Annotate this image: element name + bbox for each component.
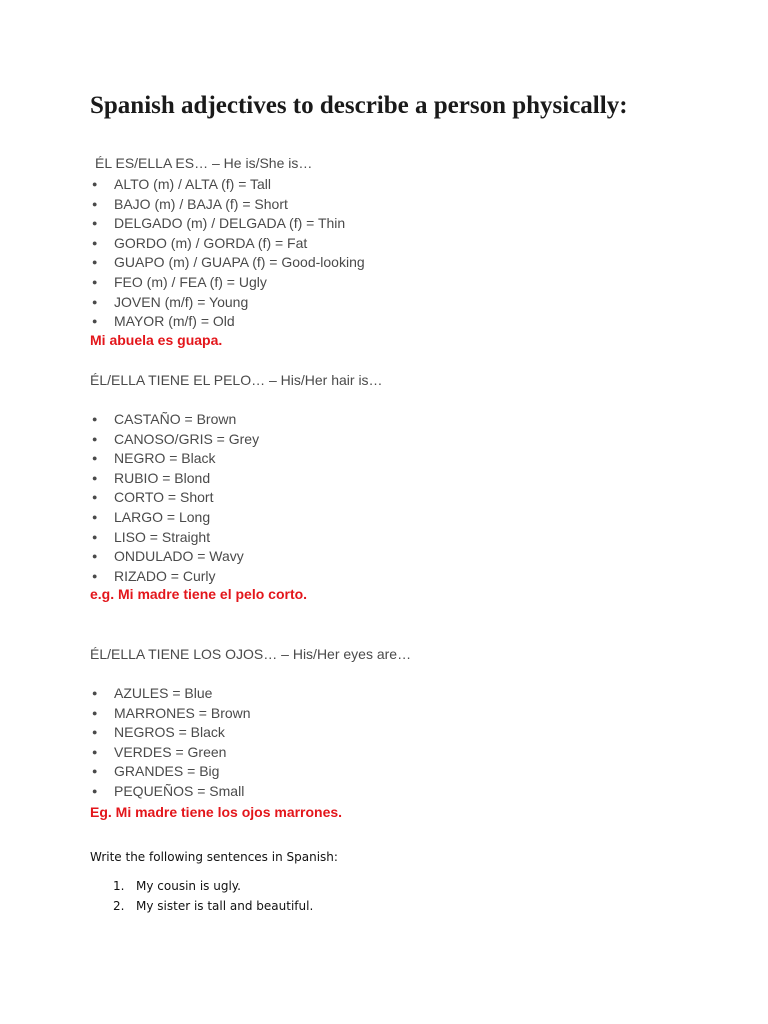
bullet-icon: ●	[92, 785, 98, 796]
bullet-icon: ●	[92, 237, 98, 248]
bullet-icon: ●	[92, 179, 98, 189]
bullet-icon: ●	[92, 472, 98, 483]
bullet-icon: ●	[92, 766, 98, 777]
bullet-icon: ●	[92, 218, 98, 229]
exercise-sentence: My sister is tall and beautiful.	[136, 899, 314, 913]
example-sentence: Mi abuela es guapa.	[90, 332, 223, 348]
bullet-icon: ●	[92, 257, 98, 268]
section-heading: ÉL ES/ELLA ES… – He is/She is…	[95, 155, 313, 171]
bullet-icon: ●	[92, 453, 98, 464]
bullet-icon: ●	[92, 688, 98, 698]
bullet-icon: ●	[92, 414, 98, 424]
example-sentence: Eg. Mi madre tiene los ojos marrones.	[90, 804, 343, 820]
bullet-icon: ●	[92, 570, 98, 581]
bullet-icon: ●	[92, 276, 98, 287]
item-number: 2.	[113, 899, 125, 913]
bullet-icon: ●	[92, 433, 98, 444]
section-heading: ÉL/ELLA TIENE LOS OJOS… – His/Her eyes are…	[90, 646, 412, 662]
bullet-icon: ●	[92, 296, 98, 307]
document-page: Spanish adjectives to describe a person physically: ÉL ES/ELLA ES… – He is/She is… ● ALTO (m) / ALTA (f) = Tall ● BAJO (m) / BAJA (f) = Short ● DELGADO (m) / DELGADA (f) = Thin ● GORDO (m) / GORDA (f) = Fat ● GUAPO (m) / GUAPA (f) = Good-looking ● FEO (m) / FEA (f) = Ugly ● JOVEN (m/f) = Young ● MAYOR (m/f) = Old Mi abuela es guapa. ÉL/ELLA TIENE EL PELO… – His/Her hair is… ● CASTAÑO = Brown ● CANOSO/GRIS = Grey ● NEGRO = Black ● RUBIO = Blond ● CORTO = Short ● LARGO = Long ● LISO = Straight ● ONDULADO = Wavy ● RIZADO = Curly e.g. Mi madre tiene el pelo corto. ÉL/ELLA TIENE LOS OJOS… – His/Her eyes are… ● AZULES = Blue ● MARRONES = Brown ● NEGROS = Black ● VERDES = Green ● GRANDES = Big ● PEQUEÑOS = Small Eg. Mi madre tiene los ojos marrones. Write the following sentences in Spanish: 1. My cousin is ugly. 2. My sister is tall and beautiful.	[0, 0, 768, 1024]
bullet-icon: ●	[92, 511, 98, 522]
bullet-icon: ●	[92, 707, 98, 718]
bullet-icon: ●	[92, 198, 98, 209]
item-number: 1.	[113, 879, 125, 893]
bullet-icon: ●	[92, 492, 98, 503]
bullet-icon: ●	[92, 531, 98, 542]
page-title: Spanish adjectives to describe a person physically:	[90, 92, 628, 119]
example-sentence: e.g. Mi madre tiene el pelo corto.	[90, 586, 308, 602]
bullet-icon: ●	[92, 551, 98, 562]
exercise-sentence: My cousin is ugly.	[136, 879, 241, 893]
bullet-icon: ●	[92, 316, 98, 327]
bullet-icon: ●	[92, 727, 98, 738]
bullet-icon: ●	[92, 746, 98, 757]
exercise-heading: Write the following sentences in Spanish:	[90, 850, 338, 864]
section-heading: ÉL/ELLA TIENE EL PELO… – His/Her hair is…	[90, 372, 383, 388]
